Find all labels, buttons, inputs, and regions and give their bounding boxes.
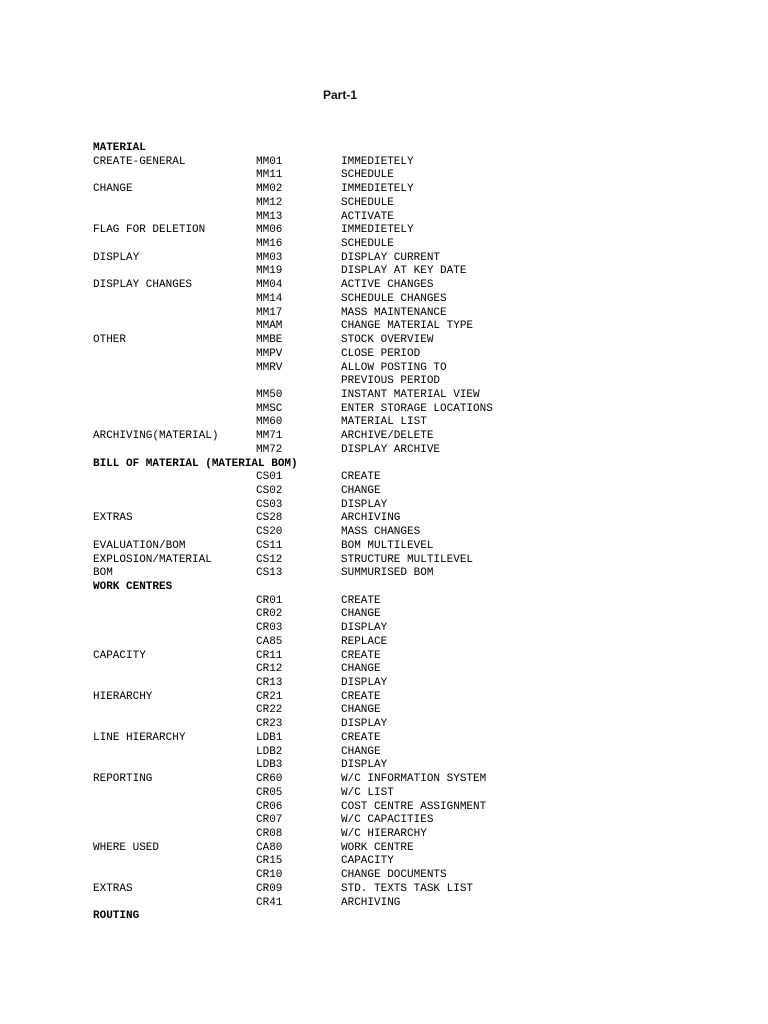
function-label: [93, 608, 256, 622]
transaction-code: MMBE: [256, 334, 283, 347]
function-label: [93, 595, 256, 609]
transaction-code: CR06: [256, 800, 283, 813]
function-label: [93, 485, 256, 499]
transaction-code: CS20: [256, 526, 283, 539]
transaction-code: LDB2: [256, 745, 283, 758]
section-heading-text: ROUTING: [93, 910, 140, 923]
transaction-code: CR12: [256, 663, 283, 676]
transaction-description: SUMMURISED BOM: [341, 567, 434, 580]
function-label: FLAG FOR DELETION: [93, 224, 206, 237]
transaction-description: W/C LIST: [341, 786, 394, 799]
function-label: REPORTING: [93, 773, 153, 786]
section-heading: [93, 458, 713, 472]
transaction-row: [93, 252, 713, 266]
function-label: [93, 622, 256, 636]
function-label: CHANGE: [93, 183, 133, 196]
transaction-description: DISPLAY ARCHIVE: [341, 443, 441, 456]
transaction-description: WORK CENTRE: [341, 841, 414, 854]
transaction-description: STOCK OVERVIEW: [341, 334, 434, 347]
transaction-row: [93, 169, 713, 183]
function-label: [93, 307, 256, 321]
transaction-code: CR07: [256, 814, 283, 827]
transaction-row: [93, 224, 713, 238]
transaction-description: PREVIOUS PERIOD: [341, 375, 441, 388]
transaction-description: ALLOW POSTING TO: [341, 361, 447, 374]
transaction-code: MMPV: [256, 347, 283, 360]
transaction-code: MM60: [256, 416, 283, 429]
transaction-code: CA85: [256, 635, 283, 648]
transaction-row: [93, 279, 713, 293]
transaction-code: CS13: [256, 567, 283, 580]
transaction-code-list: [93, 142, 713, 924]
function-label: [93, 389, 256, 403]
transaction-row: [93, 471, 713, 485]
transaction-row: [93, 485, 713, 499]
function-label: EXTRAS: [93, 882, 133, 895]
function-label: [93, 211, 256, 225]
function-label: [93, 718, 256, 732]
transaction-code: [256, 375, 341, 389]
function-label: CREATE-GENERAL: [93, 155, 186, 168]
transaction-code: MM13: [256, 210, 283, 223]
transaction-code: MMSC: [256, 402, 283, 415]
transaction-row: [93, 307, 713, 321]
transaction-row: [93, 595, 713, 609]
transaction-row: [93, 293, 713, 307]
transaction-code: CR10: [256, 869, 283, 882]
transaction-row: [93, 430, 713, 444]
transaction-description: DISPLAY: [341, 759, 388, 772]
transaction-row: [93, 512, 713, 526]
function-label: [93, 238, 256, 252]
section-heading-text: MATERIAL: [93, 142, 146, 154]
transaction-code: CR41: [256, 896, 283, 909]
transaction-description: CREATE: [341, 731, 381, 744]
function-label: [93, 416, 256, 430]
function-label: [93, 663, 256, 677]
function-label: [93, 759, 256, 773]
function-label: ARCHIVING(MATERIAL): [93, 430, 219, 443]
function-label: DISPLAY CHANGES: [93, 279, 193, 292]
transaction-description: MASS CHANGES: [341, 526, 421, 539]
function-label: [93, 704, 256, 718]
function-label: [93, 444, 256, 458]
transaction-row: [93, 787, 713, 801]
transaction-row: [93, 416, 713, 430]
function-label: [93, 362, 256, 376]
transaction-row: [93, 650, 713, 664]
transaction-description: STD. TEXTS TASK LIST: [341, 882, 474, 895]
function-label: EXPLOSION/MATERIAL: [93, 553, 212, 566]
transaction-row: [93, 499, 713, 513]
function-label: WHERE USED: [93, 841, 160, 854]
transaction-row: [93, 375, 713, 389]
transaction-description: DISPLAY AT KEY DATE: [341, 265, 467, 278]
transaction-code: CS02: [256, 484, 283, 497]
transaction-code: CS01: [256, 471, 283, 484]
function-label: [93, 526, 256, 540]
transaction-row: [93, 554, 713, 568]
transaction-code: MM72: [256, 443, 283, 456]
transaction-row: [93, 211, 713, 225]
transaction-description: CHANGE: [341, 663, 381, 676]
transaction-code: CA80: [256, 841, 283, 854]
transaction-row: [93, 828, 713, 842]
function-label: [93, 293, 256, 307]
function-label: CAPACITY: [93, 649, 146, 662]
transaction-code: MM01: [256, 155, 283, 168]
transaction-code: MM50: [256, 388, 283, 401]
transaction-description: ACTIVE CHANGES: [341, 279, 434, 292]
transaction-description: INSTANT MATERIAL VIEW: [341, 388, 480, 401]
function-label: [93, 828, 256, 842]
function-label: [93, 636, 256, 650]
transaction-code: MM03: [256, 251, 283, 264]
transaction-code: LDB3: [256, 759, 283, 772]
section-heading-text: BILL OF MATERIAL (MATERIAL BOM): [93, 457, 298, 470]
function-label: [93, 375, 256, 389]
transaction-code: LDB1: [256, 731, 283, 744]
transaction-code: CR60: [256, 773, 283, 786]
transaction-row: [93, 197, 713, 211]
function-label: HIERARCHY: [93, 690, 153, 703]
transaction-description: CREATE: [341, 471, 381, 484]
transaction-row: [93, 704, 713, 718]
transaction-description: CHANGE DOCUMENTS: [341, 869, 447, 882]
transaction-description: CLOSE PERIOD: [341, 347, 421, 360]
transaction-description: IMMEDIETELY: [341, 224, 414, 237]
function-label: [93, 320, 256, 334]
transaction-description: CAPACITY: [341, 855, 394, 868]
function-label: [93, 897, 256, 911]
function-label: LINE HIERARCHY: [93, 731, 186, 744]
transaction-row: [93, 883, 713, 897]
transaction-code: CR05: [256, 786, 283, 799]
transaction-row: [93, 183, 713, 197]
transaction-row: [93, 855, 713, 869]
function-label: [93, 499, 256, 513]
function-label: [93, 787, 256, 801]
transaction-code: MM14: [256, 292, 283, 305]
transaction-code: MMRV: [256, 361, 283, 374]
transaction-description: CHANGE: [341, 704, 381, 717]
transaction-description: ARCHIVE/DELETE: [341, 430, 434, 443]
transaction-row: [93, 842, 713, 856]
transaction-row: [93, 265, 713, 279]
transaction-description: DISPLAY CURRENT: [341, 251, 441, 264]
function-label: EVALUATION/BOM: [93, 539, 186, 552]
transaction-row: [93, 348, 713, 362]
page-title: Part-1: [322, 88, 357, 102]
transaction-code: MM04: [256, 279, 283, 292]
transaction-code: CS03: [256, 498, 283, 511]
transaction-row: [93, 897, 713, 911]
transaction-description: W/C INFORMATION SYSTEM: [341, 773, 487, 786]
transaction-description: W/C CAPACITIES: [341, 814, 434, 827]
function-label: [93, 801, 256, 815]
transaction-code: MM12: [256, 196, 283, 209]
function-label: EXTRAS: [93, 512, 133, 525]
transaction-row: [93, 663, 713, 677]
function-label: [93, 746, 256, 760]
function-label: [93, 169, 256, 183]
transaction-row: [93, 540, 713, 554]
section-heading: [93, 581, 713, 595]
transaction-description: MATERIAL LIST: [341, 416, 427, 429]
transaction-description: ARCHIVING: [341, 896, 401, 909]
transaction-description: DISPLAY: [341, 677, 388, 690]
transaction-description: ARCHIVING: [341, 512, 401, 525]
function-label: [93, 403, 256, 417]
transaction-code: CR22: [256, 704, 283, 717]
transaction-row: [93, 746, 713, 760]
transaction-code: CR02: [256, 608, 283, 621]
transaction-code: MM19: [256, 265, 283, 278]
transaction-description: IMMEDIETELY: [341, 183, 414, 196]
transaction-description: REPLACE: [341, 635, 388, 648]
transaction-row: [93, 362, 713, 376]
transaction-row: [93, 320, 713, 334]
transaction-code: CR03: [256, 622, 283, 635]
transaction-code: CS12: [256, 553, 283, 566]
function-label: [93, 348, 256, 362]
transaction-code: MM16: [256, 238, 283, 251]
transaction-code: CR15: [256, 855, 283, 868]
transaction-code: MMAM: [256, 320, 283, 333]
transaction-row: [93, 622, 713, 636]
transaction-description: MASS MAINTENANCE: [341, 306, 447, 319]
transaction-description: ACTIVATE: [341, 210, 394, 223]
function-label: [93, 677, 256, 691]
transaction-code: CR11: [256, 649, 283, 662]
transaction-row: [93, 691, 713, 705]
transaction-description: CREATE: [341, 594, 381, 607]
transaction-row: [93, 608, 713, 622]
function-label: DISPLAY: [93, 251, 140, 264]
transaction-description: SCHEDULE CHANGES: [341, 292, 447, 305]
transaction-row: [93, 759, 713, 773]
transaction-code: MM06: [256, 224, 283, 237]
function-label: OTHER: [93, 334, 127, 347]
transaction-description: CHANGE MATERIAL TYPE: [341, 320, 474, 333]
transaction-row: [93, 677, 713, 691]
transaction-code: CS28: [256, 512, 283, 525]
function-label: BOM: [93, 567, 113, 580]
transaction-description: ENTER STORAGE LOCATIONS: [341, 402, 493, 415]
transaction-code: CR01: [256, 594, 283, 607]
transaction-row: [93, 773, 713, 787]
transaction-code: CR13: [256, 677, 283, 690]
transaction-code: CR09: [256, 882, 283, 895]
transaction-row: [93, 238, 713, 252]
transaction-description: CHANGE: [341, 745, 381, 758]
transaction-description: CHANGE: [341, 484, 381, 497]
transaction-description: W/C HIERARCHY: [341, 827, 427, 840]
transaction-description: DISPLAY: [341, 718, 388, 731]
function-label: [93, 471, 256, 485]
function-label: [93, 265, 256, 279]
transaction-code: CR21: [256, 690, 283, 703]
transaction-description: SCHEDULE: [341, 169, 394, 182]
transaction-row: [93, 814, 713, 828]
transaction-description: STRUCTURE MULTILEVEL: [341, 553, 474, 566]
transaction-code: CR23: [256, 718, 283, 731]
transaction-description: CREATE: [341, 690, 381, 703]
transaction-description: IMMEDIETELY: [341, 155, 414, 168]
transaction-code: CS11: [256, 539, 283, 552]
transaction-description: SCHEDULE: [341, 238, 394, 251]
section-heading: [93, 142, 713, 156]
transaction-description: DISPLAY: [341, 622, 388, 635]
transaction-description: CREATE: [341, 649, 381, 662]
transaction-code: CR08: [256, 827, 283, 840]
function-label: [93, 814, 256, 828]
transaction-row: [93, 801, 713, 815]
section-heading: [93, 910, 713, 924]
transaction-description: CHANGE: [341, 608, 381, 621]
transaction-code: MM11: [256, 169, 283, 182]
transaction-description: SCHEDULE: [341, 196, 394, 209]
function-label: [93, 197, 256, 211]
transaction-row: [93, 526, 713, 540]
transaction-description: BOM MULTILEVEL: [341, 539, 434, 552]
transaction-row: [93, 156, 713, 170]
transaction-row: [93, 444, 713, 458]
transaction-description: COST CENTRE ASSIGNMENT: [341, 800, 487, 813]
transaction-row: [93, 718, 713, 732]
transaction-row: [93, 567, 713, 581]
function-label: [93, 869, 256, 883]
transaction-row: [93, 869, 713, 883]
transaction-code: MM71: [256, 430, 283, 443]
transaction-description: DISPLAY: [341, 498, 388, 511]
transaction-row: [93, 334, 713, 348]
function-label: [93, 855, 256, 869]
transaction-row: [93, 732, 713, 746]
transaction-row: [93, 389, 713, 403]
transaction-code: MM02: [256, 183, 283, 196]
transaction-code: MM17: [256, 306, 283, 319]
section-heading-text: WORK CENTRES: [93, 581, 173, 593]
transaction-row: [93, 403, 713, 417]
transaction-row: [93, 636, 713, 650]
